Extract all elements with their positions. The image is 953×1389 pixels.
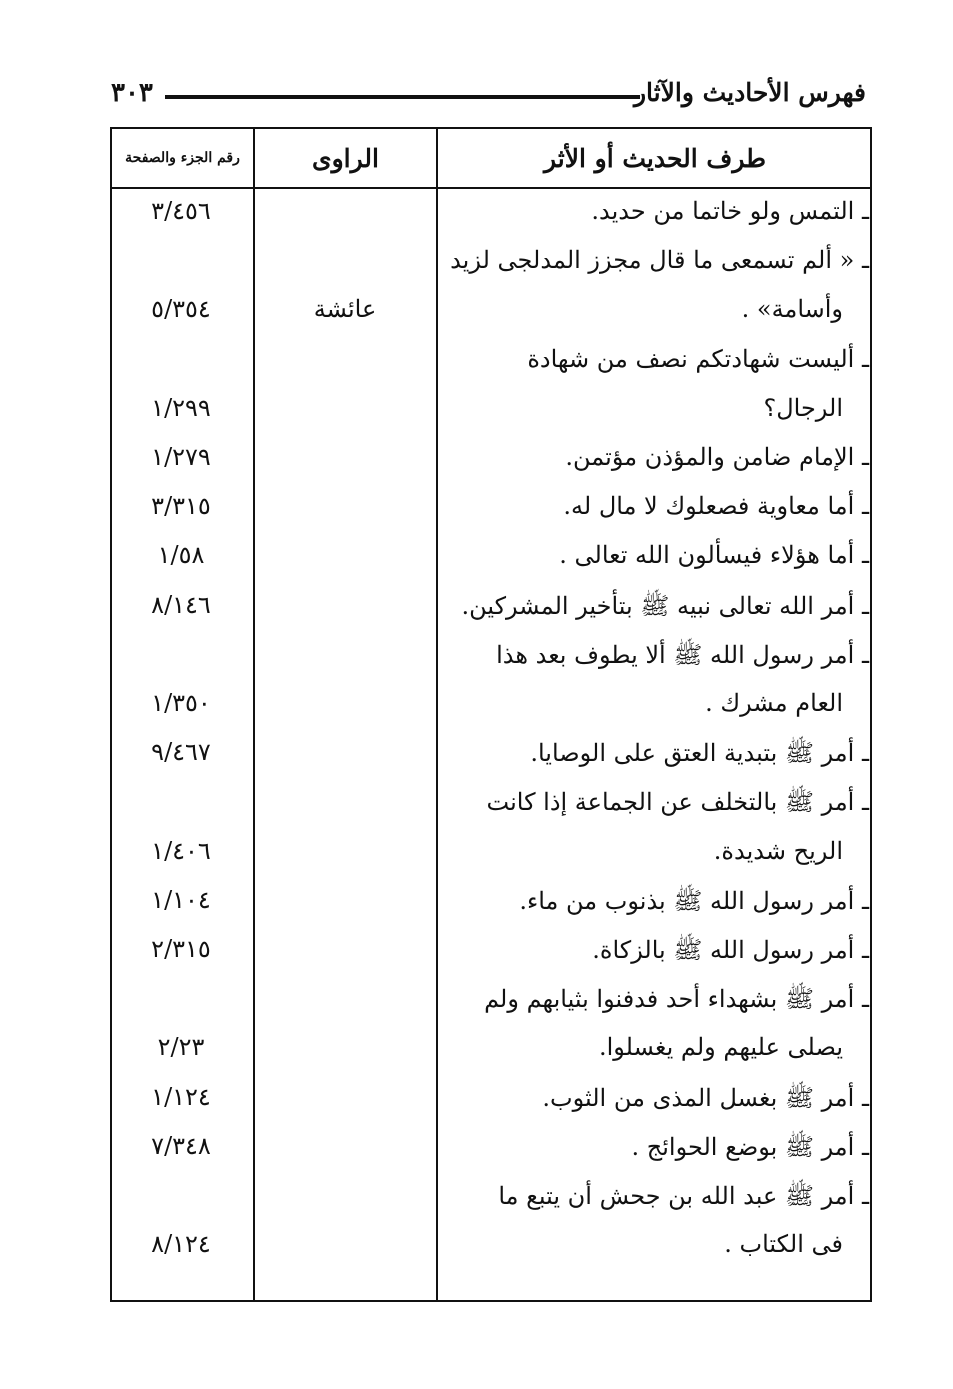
hadith-line: ـ أما هؤلاء فيسألون الله تعالى . xyxy=(559,541,869,569)
hadith-line: ـ أمر ﷺ بتبدية العتق على الوصايا. xyxy=(530,739,869,767)
volume-page-reference: ٨/١٤٦ xyxy=(151,591,211,619)
hadith-line: الريح شديدة. xyxy=(713,837,843,865)
hadith-line: ـ أمر رسول الله ﷺ بذنوب من ماء. xyxy=(519,887,869,915)
column-header-narrator: الراوى xyxy=(312,143,379,173)
hadith-line: ـ « ألم تسمعى ما قال مجزز المدلجى لزيد xyxy=(450,246,869,274)
volume-page-reference: ٨/١٢٤ xyxy=(151,1230,211,1258)
volume-page-reference: ٣/٣١٥ xyxy=(151,492,211,520)
hadith-line: ـ التمس ولو خاتما من حديد. xyxy=(591,197,869,225)
column-header-reference: رقم الجزء والصفحة xyxy=(125,150,240,166)
page-number: ٣٠٣ xyxy=(111,78,153,108)
hadith-line: ـ أمر ﷺ عبد الله بن جحش أن يتبع ما xyxy=(498,1182,869,1210)
volume-page-reference: ١/٥٨ xyxy=(157,541,205,569)
header-divider xyxy=(112,187,870,189)
volume-page-reference: ٣/٤٥٦ xyxy=(151,197,211,225)
volume-page-reference: ٢/٢٣ xyxy=(157,1033,205,1061)
hadith-line: فى الكتاب . xyxy=(724,1230,843,1258)
volume-page-reference: ٧/٣٤٨ xyxy=(151,1132,211,1160)
volume-page-reference: ١/٤٠٦ xyxy=(151,837,211,865)
hadith-line: ـ أمر ﷺ بغسل المذى من الثوب. xyxy=(542,1084,869,1112)
hadith-line: ـ أمر ﷺ بوضع الحوائج . xyxy=(631,1133,869,1161)
running-title: فهرس الأحاديث والآثار xyxy=(633,78,866,107)
narrator-name: عائشة xyxy=(313,295,377,323)
volume-page-reference: ٩/٤٦٧ xyxy=(151,738,211,766)
volume-page-reference: ١/٢٩٩ xyxy=(151,394,211,422)
volume-page-reference: ١/١٢٤ xyxy=(151,1083,211,1111)
hadith-line: ـ أمر الله تعالى نبيه ﷺ بتأخير المشركين. xyxy=(461,592,869,620)
hadith-line: العام مشرك . xyxy=(705,689,843,717)
volume-page-reference: ٥/٣٥٤ xyxy=(151,295,211,323)
volume-page-reference: ١/٣٥٠ xyxy=(151,689,211,717)
hadith-line: ـ أمر ﷺ بشهداء أحد فدفنوا بثيابهم ولم xyxy=(484,985,869,1013)
column-header-hadith: طرف الحديث أو الأثر xyxy=(543,143,767,173)
hadith-line: ـ أمر ﷺ بالتخلف عن الجماعة إذا كانت xyxy=(486,788,869,816)
volume-page-reference: ١/١٠٤ xyxy=(151,886,211,914)
volume-page-reference: ٢/٣١٥ xyxy=(151,935,211,963)
hadith-line: الرجال؟ xyxy=(763,394,843,422)
hadith-line: يصلى عليهم ولم يغسلوا. xyxy=(598,1033,843,1061)
hadith-line: ـ أمر رسول الله ﷺ بالزكاة. xyxy=(592,936,869,964)
volume-page-reference: ١/٢٧٩ xyxy=(151,443,211,471)
hadith-line: ـ أمر رسول الله ﷺ ألا يطوف بعد هذا xyxy=(496,641,869,669)
hadith-line: وأسامة» . xyxy=(741,295,843,323)
column-divider xyxy=(436,129,438,1300)
hadith-line: ـ الإمام ضامن والمؤذن مؤتمن. xyxy=(565,443,869,471)
hadith-line: ـ أما معاوية فصعلوك لا مال له. xyxy=(563,492,869,520)
header-rule xyxy=(165,95,640,99)
page-header xyxy=(105,70,870,120)
hadith-line: ـ أليست شهادتكم نصف من شهادة xyxy=(527,345,869,373)
